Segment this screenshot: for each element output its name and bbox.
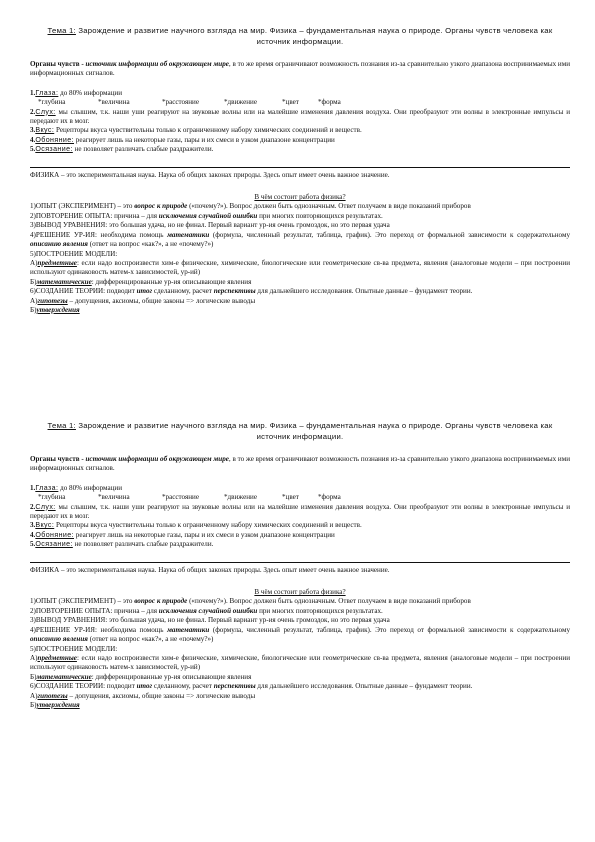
model-subject: А)предметные: если надо воспроизвести хим-е физические, химические, биологические или геометрические св-ва предмета, явления (аналоговые модели – при построении используют одинаковость матем-х зависимостей, ур-ий) <box>30 653 570 672</box>
eyes-features-list <box>30 493 570 502</box>
step-3: 3)ВЫВОД УРАВНЕНИЯ: это большая удача, но не финал. Первый вариант ур-ия очень громоздок, но это первая удача <box>30 616 390 625</box>
list-item: *движение <box>224 493 257 502</box>
step-4: 4)РЕШЕНИЕ УР-ИЯ: необходима помощь математики (формула, численный результат, таблица, график). Это переход от формальной зависимости к содержательному описанию явления (ответ на вопрос «как?», а не «почему?») <box>30 625 570 644</box>
section-heading: В чём состоит работа физика? <box>254 588 346 597</box>
step-1: 1)ОПЫТ (ЭКСПЕРИМЕНТ) – это вопрос к природе («почему?»). Вопрос должен быть однозначным. Ответ получаем в виде показаний приборов <box>30 597 471 606</box>
sense-eyes: 1.Глаза: до 80% информации <box>30 483 122 492</box>
theory-statements: Б)утверждения <box>30 305 80 314</box>
sense-taste: 3.Вкус: Рецепторы вкуса чувствительны только к ограниченному набору химических соединений и веществ. <box>30 126 362 135</box>
topic-title-text: Зарождение и развитие научного взгляда на мир. Физика – фундаментальная наука о природе. Органы чувств человека как источник информации. <box>75 26 553 46</box>
step-1: 1)ОПЫТ (ЭКСПЕРИМЕНТ) – это вопрос к природе («почему?»). Вопрос должен быть однозначным. Ответ получаем в виде показаний приборов <box>30 202 471 211</box>
section-heading: В чём состоит работа физика? <box>254 193 346 202</box>
model-math: Б)математические: дифференцированные ур-ия описывающие явления <box>30 277 252 286</box>
list-item: *расстояние <box>162 98 199 107</box>
list-item: *цвет <box>282 493 299 502</box>
sense-touch: 5.Осязание: не позволяет различать слабые раздражители. <box>30 145 214 154</box>
senses-intro: Органы чувств - источник информации об окружающем мире, в то же время ограничивают возможность познания из-за сравнительно узкого диапазона воспринимаемых ими информационных сигналов. <box>30 455 570 473</box>
step-6: 6)СОЗДАНИЕ ТЕОРИИ: подводит итог сделанному, расчет перспективы для дальнейшего исследования. Опытные данные – фундамент теории. <box>30 287 473 296</box>
divider <box>30 167 570 168</box>
sense-smell: 4.Обоняние: реагирует лишь на некоторые газы, пары и их смеси в узком диапазоне концентрации <box>30 135 335 144</box>
topic-title <box>30 421 570 442</box>
step-5: 5)ПОСТРОЕНИЕ МОДЕЛИ: <box>30 249 118 258</box>
step-3: 3)ВЫВОД УРАВНЕНИЯ: это большая удача, но не финал. Первый вариант ур-ия очень громоздок, но это первая удача <box>30 221 390 230</box>
list-item: *расстояние <box>162 493 199 502</box>
model-math: Б)математические: дифференцированные ур-ия описывающие явления <box>30 672 252 681</box>
list-item: *глубина <box>38 493 66 502</box>
sense-taste: 3.Вкус: Рецепторы вкуса чувствительны только к ограниченному набору химических соединений и веществ. <box>30 521 362 530</box>
theory-statements: Б)утверждения <box>30 700 80 709</box>
handout-copy-bottom <box>30 421 570 710</box>
list-item: *величина <box>98 493 130 502</box>
model-subject: А)предметные: если надо воспроизвести хим-е физические, химические, биологические или геометрические св-ва предмета, явления (аналоговые модели – при построении используют одинаковость матем-х зависимостей, ур-ий) <box>30 258 570 277</box>
sense-hearing: 2.Слух: мы слышим, т.к. наши уши реагируют на звуковые волны или на малейшие изменения давления воздуха. Они преобразуют эти волны в электронные импульсы и передают их в мозг. <box>30 107 570 126</box>
sense-eyes: 1.Глаза: до 80% информации <box>30 88 122 97</box>
step-4: 4)РЕШЕНИЕ УР-ИЯ: необходима помощь математики (формула, численный результат, таблица, график). Это переход от формальной зависимости к содержательному описанию явления (ответ на вопрос «как?», а не «почему?») <box>30 230 570 249</box>
step-2: 2)ПОВТОРЕНИЕ ОПЫТА: причина – для исключения случайной ошибки при многих повторяющихся результатах. <box>30 211 383 220</box>
list-item: *форма <box>318 493 341 502</box>
list-item: *величина <box>98 98 130 107</box>
step-5: 5)ПОСТРОЕНИЕ МОДЕЛИ: <box>30 644 118 653</box>
list-item: *глубина <box>38 98 66 107</box>
sense-touch: 5.Осязание: не позволяет различать слабые раздражители. <box>30 540 214 549</box>
sense-smell: 4.Обоняние: реагирует лишь на некоторые газы, пары и их смеси в узком диапазоне концентрации <box>30 530 335 539</box>
physics-definition: ФИЗИКА – это экспериментальная наука. Наука об общих законах природы. Здесь опыт имеет очень важное значение. <box>30 565 390 574</box>
divider <box>30 562 570 563</box>
list-item: *форма <box>318 98 341 107</box>
topic-number: Тема 1: <box>47 26 76 35</box>
topic-title-text: Зарождение и развитие научного взгляда на мир. Физика – фундаментальная наука о природе. Органы чувств человека как источник информации. <box>75 421 553 441</box>
theory-hypotheses: А)гипотезы – допущения, аксиомы, общие законы => логические выводы <box>30 296 256 305</box>
theory-hypotheses: А)гипотезы – допущения, аксиомы, общие законы => логические выводы <box>30 691 256 700</box>
senses-intro: Органы чувств - источник информации об окружающем мире, в то же время ограничивают возможность познания из-за сравнительно узкого диапазона воспринимаемых ими информационных сигналов. <box>30 60 570 78</box>
step-2: 2)ПОВТОРЕНИЕ ОПЫТА: причина – для исключения случайной ошибки при многих повторяющихся результатах. <box>30 606 383 615</box>
list-item: *цвет <box>282 98 299 107</box>
sense-hearing: 2.Слух: мы слышим, т.к. наши уши реагируют на звуковые волны или на малейшие изменения давления воздуха. Они преобразуют эти волны в электронные импульсы и передают их в мозг. <box>30 502 570 521</box>
topic-number: Тема 1: <box>47 421 76 430</box>
topic-title <box>30 26 570 47</box>
list-item: *движение <box>224 98 257 107</box>
physics-definition: ФИЗИКА – это экспериментальная наука. Наука об общих законах природы. Здесь опыт имеет очень важное значение. <box>30 170 390 179</box>
handout-copy-top <box>30 26 570 315</box>
eyes-features-list <box>30 98 570 107</box>
step-6: 6)СОЗДАНИЕ ТЕОРИИ: подводит итог сделанному, расчет перспективы для дальнейшего исследования. Опытные данные – фундамент теории. <box>30 682 473 691</box>
